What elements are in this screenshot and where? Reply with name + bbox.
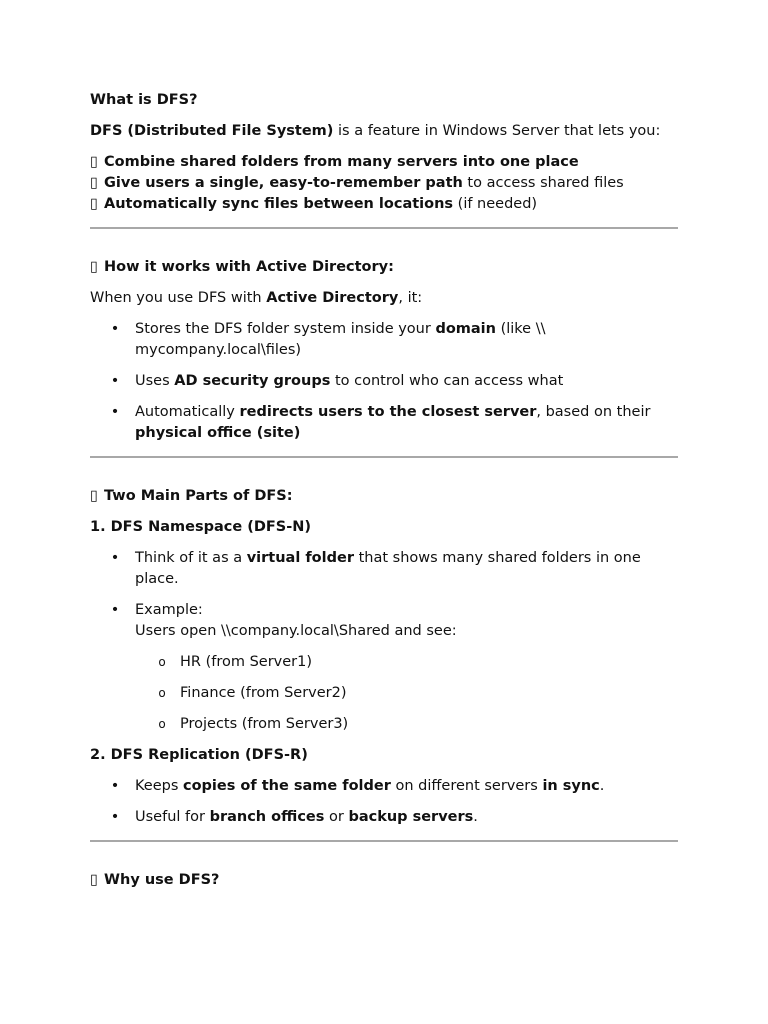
section-divider xyxy=(90,456,678,458)
bullet-icon: • xyxy=(110,321,120,337)
namespace-sub-list xyxy=(135,652,678,735)
section-divider xyxy=(90,840,678,842)
bullet-icon: • xyxy=(110,550,120,566)
list-item: • Example: Users open \\company.local\Shared and see: o HR (from Server1) o Finance (from Server2) o Projects (from Server3) xyxy=(90,600,678,735)
list-item: • Stores the DFS folder system inside your domain (like \\ mycompany.local\files) xyxy=(110,321,546,358)
sub-bullet-icon: o xyxy=(158,717,166,731)
part-title-namespace: 1. DFS Namespace (DFS-N) xyxy=(90,519,312,535)
intro-paragraph: DFS (Distributed File System) is a feature in Windows Server that lets you: xyxy=(90,123,661,139)
sub-list-item: o HR (from Server1) xyxy=(135,652,678,673)
ad-bullet-list xyxy=(90,319,678,444)
list-item: • Uses AD security groups to control who can access what xyxy=(90,371,678,392)
section-title-what-is-dfs: What is DFS? xyxy=(90,92,198,108)
namespace-bullet-list xyxy=(90,548,678,735)
sub-list-item: o Finance (from Server2) xyxy=(135,683,678,704)
list-item: • Think of it as a virtual folder that shows many shared folders in one place. xyxy=(110,550,641,587)
bullet-icon: • xyxy=(110,373,120,389)
ad-lead-paragraph: When you use DFS with Active Directory, it: xyxy=(90,290,423,306)
check-icon: ▯ xyxy=(90,175,98,191)
gear-icon: ▯ xyxy=(90,259,98,275)
section-title-active-directory: ▯ How it works with Active Directory: xyxy=(90,257,678,278)
feature-item: ▯ Combine shared folders from many servers into one place xyxy=(90,152,678,173)
check-icon: ▯ xyxy=(90,154,98,170)
question-icon: ▯ xyxy=(90,872,98,888)
feature-list xyxy=(90,152,678,215)
feature-item: ▯ Automatically sync files between locations (if needed) xyxy=(90,194,678,215)
list-item: • Keeps copies of the same folder on different servers in sync. xyxy=(90,776,678,797)
list-item: • Useful for branch offices or backup servers. xyxy=(90,807,678,828)
bullet-icon: • xyxy=(110,809,120,825)
sub-bullet-icon: o xyxy=(158,655,166,669)
folder-icon: ▯ xyxy=(90,488,98,504)
bullet-icon: • xyxy=(110,404,120,420)
section-title-two-main-parts: ▯ Two Main Parts of DFS: xyxy=(90,486,678,507)
sub-bullet-icon: o xyxy=(158,686,166,700)
list-item: • Automatically redirects users to the closest server, based on their physical office (site) xyxy=(110,404,651,441)
bullet-icon: • xyxy=(110,602,120,618)
part-title-replication: 2. DFS Replication (DFS-R) xyxy=(90,747,308,763)
check-icon: ▯ xyxy=(90,196,98,212)
section-title-why-use-dfs: ▯ Why use DFS? xyxy=(90,870,678,891)
sub-list-item: o Projects (from Server3) xyxy=(135,714,678,735)
replication-bullet-list xyxy=(90,776,678,828)
bullet-icon: • xyxy=(110,778,120,794)
feature-item: ▯ Give users a single, easy-to-remember path to access shared files xyxy=(90,173,678,194)
section-divider xyxy=(90,227,678,229)
document-page xyxy=(90,90,678,901)
